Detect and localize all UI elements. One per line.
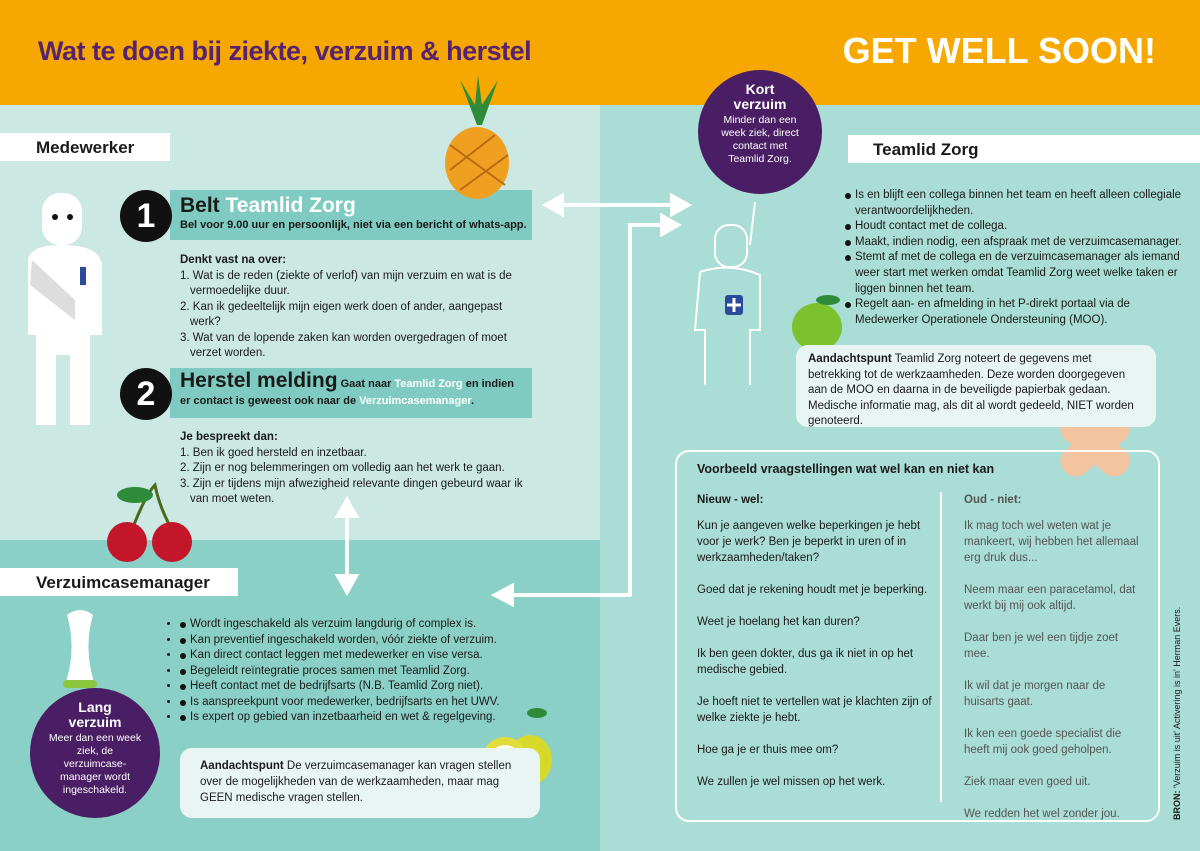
- list-item: Houdt contact met de collega.: [845, 219, 1185, 235]
- example-item: We redden het wel zonder jou.: [964, 808, 1120, 820]
- kort-verzuim-title: Kort verzuim: [733, 81, 787, 112]
- page-title: Wat te doen bij ziekte, verzuim & herstel: [38, 36, 532, 66]
- section-label-teamlid-zorg: Teamlid Zorg: [848, 135, 1200, 163]
- step2-highlight-vcm: Verzuimcasemanager: [359, 395, 472, 407]
- oud-niet-column: [964, 492, 1144, 838]
- example-item: Ziek maar even goed uit.: [964, 776, 1091, 788]
- kort-verzuim-badge: [698, 70, 822, 194]
- example-item: Daar ben je wel een tijdje zoet mee.: [964, 632, 1119, 660]
- nurse-figure-icon: [680, 200, 770, 390]
- apple-icon: [790, 292, 845, 352]
- lang-verzuim-badge: [30, 688, 160, 818]
- teamlid-note: [796, 345, 1156, 427]
- nieuw-header: Nieuw - wel:: [697, 494, 764, 506]
- apple-core-icon: [55, 605, 105, 695]
- list-item: • Kan direct contact leggen met medewerker en vise versa.: [180, 648, 520, 664]
- step2-sub: Gaat naar: [337, 378, 395, 390]
- cherries-icon: [100, 480, 195, 565]
- example-item: Neem maar een paracetamol, dat werkt bij mij ook altijd.: [964, 584, 1136, 612]
- list-item: 3. Wat van de lopende zaken kan worden overgedragen of moet verzet worden.: [180, 331, 507, 359]
- list-item: Is en blijft een collega binnen het team en heeft alleen collegiale verantwoordelijkheden.: [845, 188, 1185, 219]
- source-text: 'Verzuim is uit' Activering is in' Herman Evers.: [1172, 606, 1182, 791]
- example-item: Ik wil dat je morgen naar de huisarts gaat.: [964, 680, 1106, 708]
- oud-header: Oud - niet:: [964, 494, 1022, 506]
- note-label: Aandachtspunt: [200, 760, 284, 772]
- voorbeeld-title: Voorbeeld vraagstellingen wat wel kan en niet kan: [697, 462, 995, 476]
- example-item: We zullen je wel missen op het werk.: [697, 776, 886, 788]
- example-item: Hoe ga je er thuis mee om?: [697, 744, 839, 756]
- list-item: • Is aanspreekpunt voor medewerker, bedrijfsarts en het UWV.: [180, 695, 520, 711]
- list-item: • Is expert op gebied van inzetbaarheid en wet & regelgeving.: [180, 710, 520, 726]
- list-item: • Heeft contact met de bedrijfsarts (N.B. Teamlid Zorg niet).: [180, 679, 520, 695]
- teamlid-list: [845, 188, 1185, 328]
- example-item: Kun je aangeven welke beperkingen je hebt voor je werk? Ben je beperkt in uren of in werkzaamheden/taken?: [697, 520, 921, 564]
- list-item: • Wordt ingeschakeld als verzuim langdurig of complex is.: [180, 617, 520, 633]
- example-item: Je hoeft niet te vertellen wat je klachten zijn of welke ziekte je hebt.: [697, 696, 932, 724]
- employee-figure-icon: [20, 185, 120, 435]
- note-text: Teamlid Zorg noteert de gegevens met betrekking tot de werkzaamheden. Deze worden doorgegeven aan de MOO en daarna in de beveiligde papierbak gedaan. Medische informatie mag, als dit al wordt gedeeld, NIET worden genoteerd.: [808, 353, 1134, 427]
- list-item: 1. Ben ik goed hersteld en inzetbaar.: [180, 446, 367, 459]
- source-credit: [1172, 607, 1182, 820]
- step2-sub: en indien er contact is geweest ook naar de: [180, 378, 514, 407]
- list-item: 1. Wat is de reden (ziekte of verlof) van mijn verzuim en wat is de vermoedelijke duur.: [180, 269, 512, 297]
- list-item: • Begeleidt reïntegratie proces samen met Teamlid Zorg.: [180, 664, 520, 680]
- list-item: Maakt, indien nodig, een afspraak met de verzuimcasemanager.: [845, 235, 1185, 251]
- step2-sub: .: [471, 395, 475, 407]
- step2-highlight-teamlid: Teamlid Zorg: [394, 378, 463, 390]
- kort-verzuim-text: Minder dan een week ziek, direct contact met Teamlid Zorg.: [721, 114, 799, 165]
- section-label-verzuimcasemanager: Verzuimcasemanager: [0, 568, 238, 596]
- vcm-list: [180, 617, 520, 726]
- step2-number: 2: [120, 368, 172, 420]
- list-item: Regelt aan- en afmelding in het P-direkt portaal via de Medewerker Operationele Ondersteuning (MOO).: [845, 297, 1185, 328]
- lang-verzuim-text: Meer dan een week ziek, de verzuimcase-manager wordt ingeschakeld.: [48, 732, 142, 796]
- example-item: Weet je hoelang het kan duren?: [697, 616, 860, 628]
- list-item: 2. Zijn er nog belemmeringen om volledig aan het werk te gaan.: [180, 462, 505, 474]
- source-label: BRON:: [1172, 790, 1182, 820]
- list-item: 2. Kan ik gedeeltelijk mijn eigen werk doen of ander, aangepast werk?: [180, 300, 503, 328]
- note-text: De verzuimcasemanager kan vragen stellen over de mogelijkheden van de werkzaamheden, maar mag GEEN medische vragen stellen.: [200, 760, 512, 804]
- step1-subtitle: Bel voor 9.00 uur en persoonlijk, niet via een bericht of whats-app.: [180, 219, 527, 231]
- step1-title-highlight: Teamlid Zorg: [225, 194, 356, 217]
- step2-intro: Je bespreekt dan:: [180, 431, 278, 443]
- list-item: 3. Zijn er tijdens mijn afwezigheid relevante dingen gebeurd waar ik van moet weten.: [180, 477, 523, 505]
- nieuw-wel-column: [697, 492, 932, 806]
- section-label-medewerker: Medewerker: [0, 133, 170, 161]
- slogan: GET WELL SOON!: [842, 30, 1156, 71]
- flow-arrows: [330, 160, 710, 610]
- step1-title-text: Belt: [180, 194, 226, 217]
- vcm-note: [180, 748, 540, 818]
- step2-title-text: Herstel melding: [180, 369, 338, 392]
- example-item: Ik ken een goede specialist die heeft mij ook goed geholpen.: [964, 728, 1122, 756]
- example-item: Ik mag toch wel weten wat je mankeert, wij hebben het allemaal erg druk dus...: [964, 520, 1139, 564]
- example-item: Ik ben geen dokter, dus ga ik niet in op het medische gebied.: [697, 648, 914, 676]
- lang-verzuim-title: Lang verzuim: [68, 699, 122, 730]
- list-item: Stemt af met de collega en de verzuimcasemanager als iemand weer start met werken omdat Teamlid Zorg weet welke taken er liggen binnen het team.: [845, 250, 1185, 297]
- column-divider: [940, 492, 942, 802]
- note-label: Aandachtspunt: [808, 353, 892, 365]
- example-item: Goed dat je rekening houdt met je beperking.: [697, 584, 928, 596]
- step1-intro: Denkt vast na over:: [180, 254, 287, 266]
- list-item: • Kan preventief ingeschakeld worden, vóór ziekte of verzuim.: [180, 633, 520, 649]
- step1-number: 1: [120, 190, 172, 242]
